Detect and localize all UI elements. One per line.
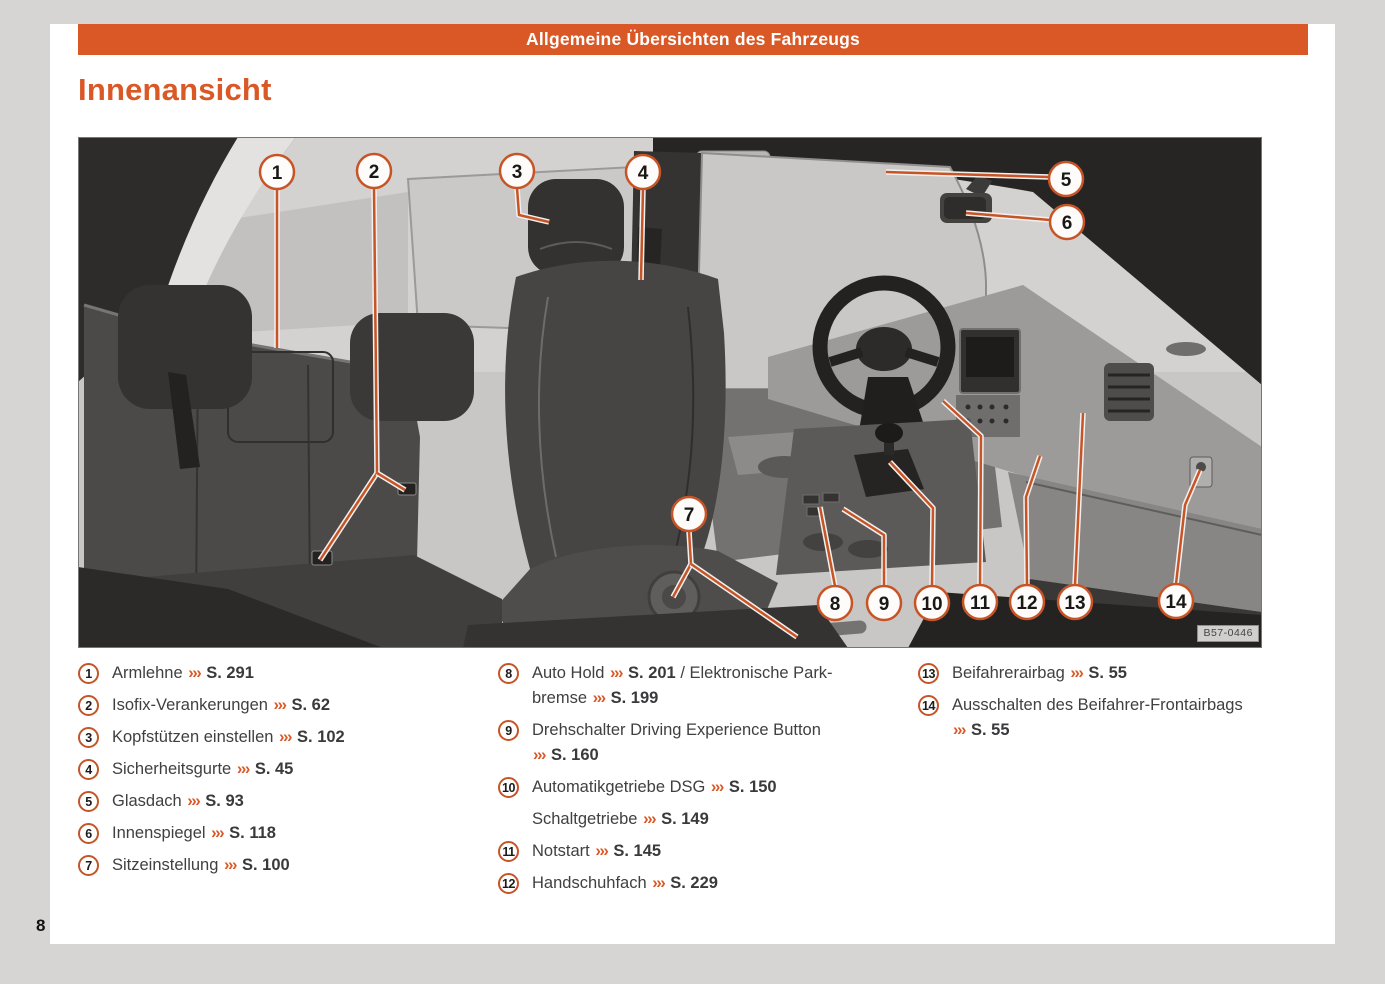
cross-ref-arrow-icon: ››› [643,810,656,828]
legend-item-9 [498,718,902,768]
callout-number-4: 4 [637,163,649,184]
cross-ref-arrow-icon: ››› [710,778,723,796]
page-reference-link[interactable]: S. 145 [613,842,662,860]
cross-ref-arrow-icon: ››› [187,792,200,810]
page-reference-link[interactable]: S. 150 [728,778,777,796]
legend-number-7: 7 [78,855,99,876]
page-reference-link[interactable]: S. 100 [241,856,290,874]
legend-text [952,693,1243,743]
cross-ref-arrow-icon: ››› [188,664,201,682]
legend-label: Glasdach [112,792,187,810]
legend-label: Sicherheitsgurte [112,760,236,778]
legend-item-1 [78,661,482,686]
page-reference-link[interactable]: S. 199 [610,689,659,707]
page-reference-link[interactable]: S. 45 [254,760,294,778]
legend-item-3 [78,725,482,750]
page-reference-link[interactable]: S. 55 [1088,664,1127,682]
legend-text [112,725,345,750]
legend-text [112,757,293,782]
legend-text [532,718,821,768]
cross-ref-arrow-icon: ››› [533,746,545,764]
legend-label: bremse [532,689,592,707]
legend-number-13: 13 [918,663,939,684]
legend-text [532,807,709,832]
page-title: Innenansicht [78,72,272,107]
legend-text [112,789,244,814]
legend-item-7 [78,853,482,878]
legend-text [532,871,718,896]
cross-ref-arrow-icon: ››› [236,760,249,778]
legend-label: Auto Hold [532,664,610,682]
page-reference-link[interactable]: S. 229 [670,874,718,892]
gear-lever-knob [875,423,903,443]
legend-item-11 [498,839,902,864]
legend-label: Notstart [532,842,595,860]
page-reference-link[interactable]: S. 160 [550,746,599,764]
page-reference-link[interactable]: S. 93 [205,792,244,810]
callout-number-14: 14 [1165,592,1187,613]
callout-number-13: 13 [1064,593,1086,614]
interior-overview-figure [78,137,1262,648]
legend-item-5 [78,789,482,814]
legend-label: Automatikgetriebe DSG [532,778,710,796]
callout-number-2: 2 [368,162,380,183]
cross-ref-arrow-icon: ››› [592,689,605,707]
legend-text [112,661,254,686]
legend-label: Ausschalten des Beifahrer-Frontairbags [952,696,1243,714]
callout-number-11: 11 [969,593,991,614]
legend-item-10 [498,775,902,800]
legend-text [112,853,290,878]
cross-ref-arrow-icon: ››› [953,721,965,739]
front-headrest [528,179,624,275]
legend-number-5: 5 [78,791,99,812]
legend-number-11: 11 [498,841,519,862]
legend-item-6 [78,821,482,846]
callout-number-3: 3 [511,162,523,183]
legend-column-2 [498,661,902,903]
legend-text [532,661,833,711]
callout-number-7: 7 [683,505,695,526]
image-code-label: B57-0446 [1197,625,1259,642]
cross-ref-arrow-icon: ››› [223,856,236,874]
legend-text [112,693,330,718]
legend-label: Innenspiegel [112,824,211,842]
page-number: 8 [36,916,46,935]
legend-label: Schaltgetriebe [532,810,643,828]
page-reference-link[interactable]: S. 201 [628,664,676,682]
callout-number-1: 1 [271,163,283,184]
callout-number-9: 9 [878,594,890,615]
manual-page [50,24,1335,944]
cross-ref-arrow-icon: ››› [211,824,224,842]
legend-number-1: 1 [78,663,99,684]
rear-headrest-middle [350,313,474,421]
speaker-grille [1166,342,1206,356]
legend-text [952,661,1127,686]
legend-number-4: 4 [78,759,99,780]
chapter-header-bar [78,24,1308,55]
legend-item-2 [78,693,482,718]
legend-item-12 [498,871,902,896]
legend-item-4 [78,757,482,782]
page-reference-link[interactable]: S. 62 [291,696,331,714]
chapter-title: Allgemeine Übersichten des Fahrzeugs [526,29,860,49]
cross-ref-arrow-icon: ››› [279,728,292,746]
legend-text [532,775,777,800]
legend-label: Handschuhfach [532,874,652,892]
callout-number-10: 10 [921,594,943,615]
legend-number-14: 14 [918,695,939,716]
callout-number-8: 8 [829,594,841,615]
page-reference-link[interactable]: S. 55 [970,721,1010,739]
page-reference-link[interactable]: S. 102 [297,728,345,746]
cross-ref-arrow-icon: ››› [595,842,608,860]
legend-column-3 [918,661,1310,750]
figure-legend [78,661,1310,931]
page-reference-link[interactable]: S. 291 [206,664,254,682]
legend-number-spacer [498,809,519,830]
legend-number-8: 8 [498,663,519,684]
legend-text [112,821,276,846]
page-reference-link[interactable]: S. 149 [661,810,709,828]
cross-ref-arrow-icon: ››› [1070,664,1083,682]
legend-number-6: 6 [78,823,99,844]
legend-label: Isofix-Verankerungen [112,696,273,714]
legend-number-10: 10 [498,777,519,798]
center-console [776,419,986,575]
callout-number-5: 5 [1060,170,1072,191]
cross-ref-arrow-icon: ››› [273,696,286,714]
legend-item-8 [498,661,902,711]
interior-photo [78,137,1262,648]
legend-number-9: 9 [498,720,519,741]
legend-item-13 [918,661,1310,686]
legend-label: Drehschalter Driving Experience Button [532,721,821,739]
legend-number-2: 2 [78,695,99,716]
legend-label: Kopfstützen einstellen [112,728,279,746]
legend-label: Sitzeinstellung [112,856,223,874]
cross-ref-arrow-icon: ››› [652,874,665,892]
legend-label: / Elektronische Park- [675,664,833,682]
legend-text [532,839,661,864]
cross-ref-arrow-icon: ››› [610,664,623,682]
legend-number-3: 3 [78,727,99,748]
legend-label: Beifahrerairbag [952,664,1070,682]
legend-column-1 [78,661,482,885]
callout-number-6: 6 [1061,213,1073,234]
page-reference-link[interactable]: S. 118 [229,824,276,842]
legend-item-14 [918,693,1310,743]
legend-item-sub [498,807,902,832]
callout-number-12: 12 [1016,593,1038,614]
legend-label: Armlehne [112,664,188,682]
legend-number-12: 12 [498,873,519,894]
